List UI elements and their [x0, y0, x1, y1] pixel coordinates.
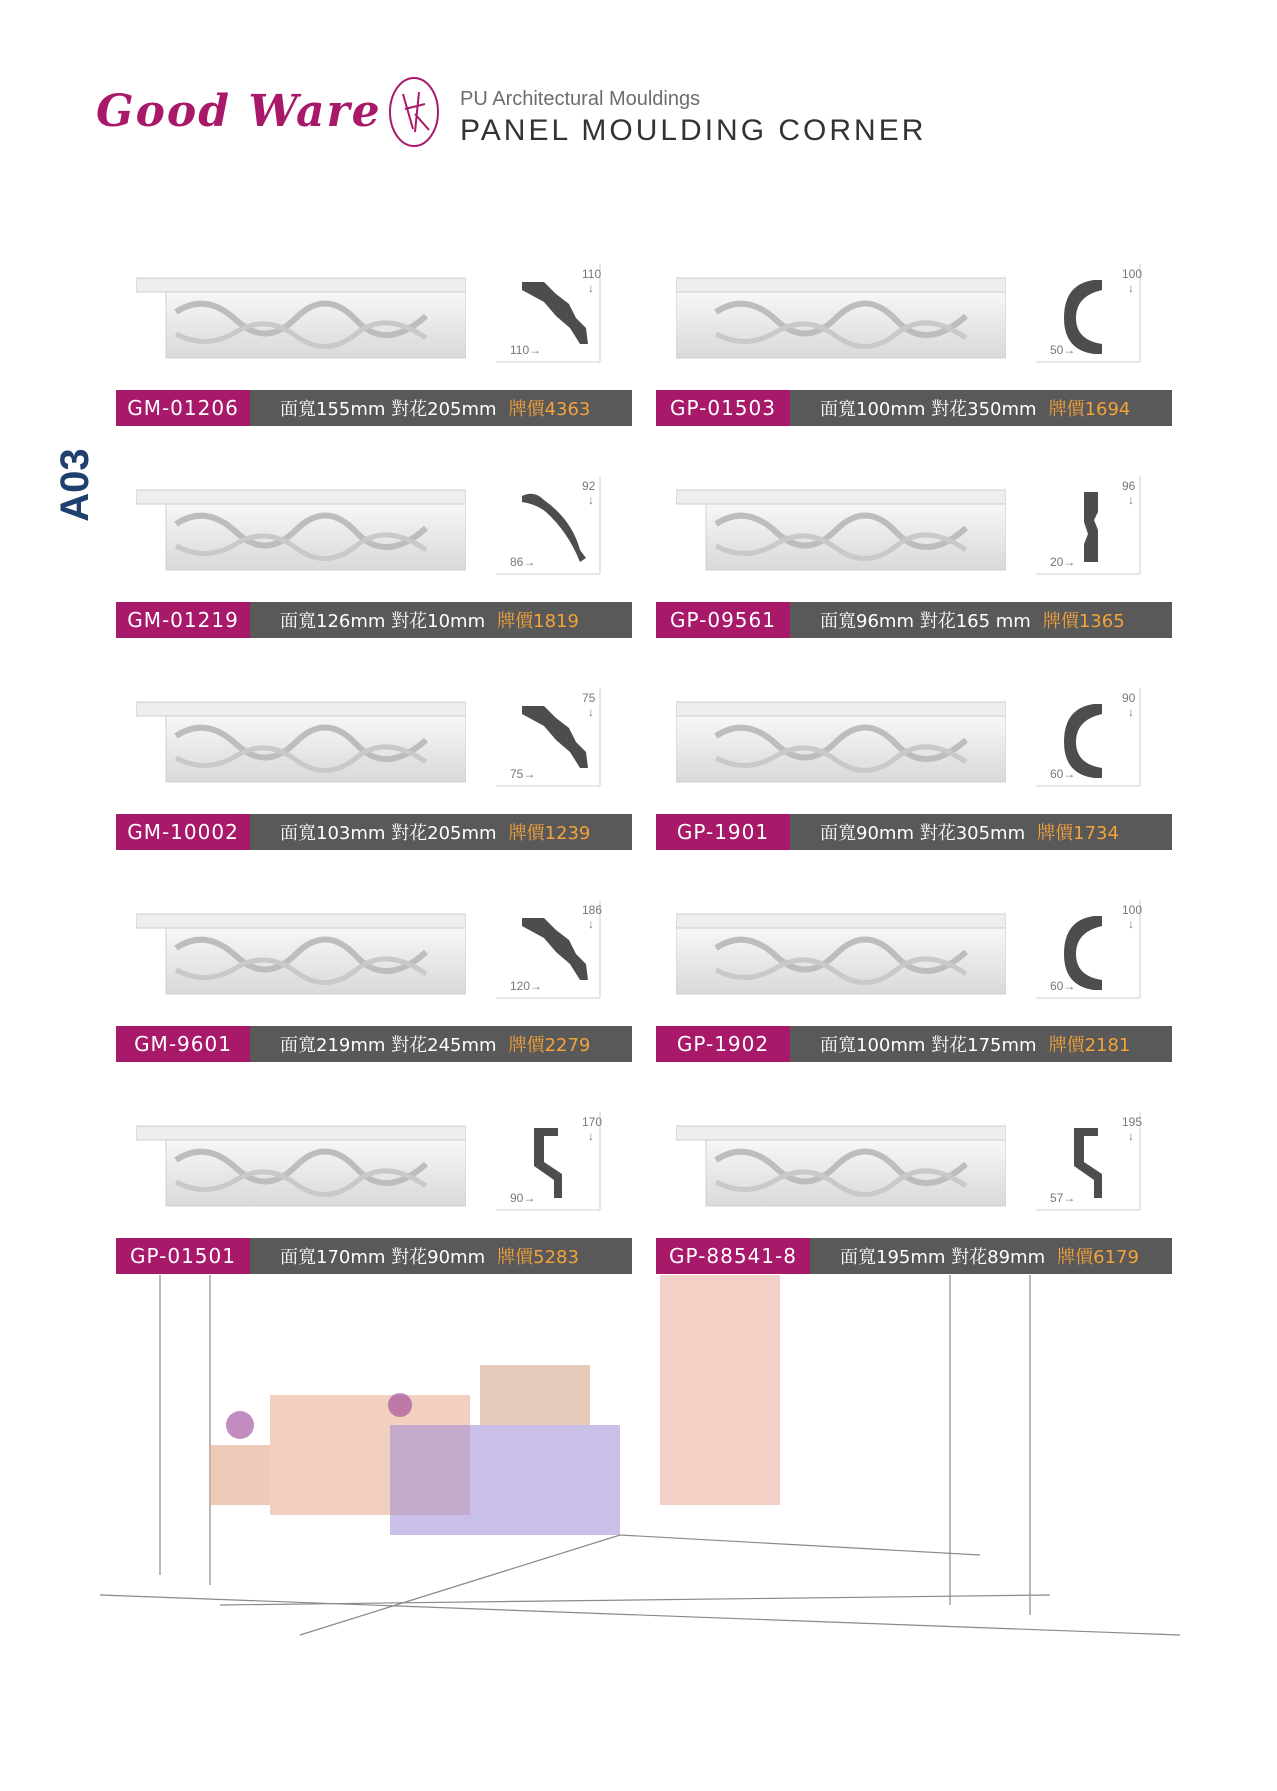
- product-card: [116, 267, 632, 467]
- product-price: 牌價2181: [1048, 1035, 1131, 1056]
- horizontal-dimension: 20→: [1050, 555, 1076, 569]
- product-spec: 面寬96mm 對花165 mm: [820, 611, 1031, 632]
- product-price: 牌價5283: [497, 1247, 579, 1268]
- product-label-bar: [116, 1026, 632, 1062]
- product-label-bar: [656, 1026, 1172, 1062]
- vertical-dimension: 96: [1122, 479, 1136, 493]
- product-code: GP-1901: [656, 814, 790, 850]
- vertical-dimension: 100: [1122, 267, 1143, 281]
- product-card: [116, 479, 632, 679]
- product-card: [656, 267, 1172, 467]
- profile-drawing: [1036, 262, 1156, 367]
- page-title: PANEL MOULDING CORNER: [460, 114, 927, 147]
- vertical-dimension: 195: [1122, 1115, 1143, 1129]
- moulding-photo: [136, 908, 466, 1003]
- profile-drawing: [1036, 686, 1156, 791]
- product-price: 牌價6179: [1057, 1247, 1139, 1268]
- moulding-photo: [676, 908, 1006, 1003]
- moulding-photo: [136, 696, 466, 791]
- product-label-bar: [656, 814, 1172, 850]
- moulding-photo: [676, 272, 1006, 367]
- product-label-bar: [116, 390, 632, 426]
- profile-drawing: [496, 474, 616, 579]
- vertical-dimension: 186: [582, 903, 603, 917]
- profile-drawing: [1036, 474, 1156, 579]
- product-card: [656, 691, 1172, 891]
- product-spec: 面寬90mm 對花305mm: [820, 823, 1026, 844]
- product-spec: 面寬155mm 對花205mm: [280, 399, 497, 420]
- product-card: [656, 903, 1172, 1103]
- moulding-photo: [676, 696, 1006, 791]
- product-code: GP-01503: [656, 390, 790, 426]
- product-spec: 面寬100mm 對花350mm: [820, 399, 1037, 420]
- product-label-bar: [656, 390, 1172, 426]
- product-price: 牌價4363: [508, 399, 591, 420]
- product-code: GM-01219: [116, 602, 250, 638]
- product-spec: 面寬170mm 對花90mm: [280, 1247, 486, 1268]
- product-price: 牌價1239: [508, 823, 591, 844]
- profile-drawing: [1036, 1110, 1156, 1215]
- product-code: GP-1902: [656, 1026, 790, 1062]
- product-code: GM-01206: [116, 390, 250, 426]
- profile-drawing: [496, 686, 616, 791]
- product-card: [116, 903, 632, 1103]
- brand-logo: Good Ware: [96, 86, 382, 137]
- product-spec: 面寬100mm 對花175mm: [820, 1035, 1037, 1056]
- product-code: GM-10002: [116, 814, 250, 850]
- product-price: 牌價1365: [1042, 611, 1125, 632]
- product-code: GP-01501: [116, 1238, 250, 1274]
- horizontal-dimension: 60→: [1050, 767, 1076, 781]
- product-label-bar: [116, 602, 632, 638]
- svg-text:↓: ↓: [588, 705, 594, 719]
- vertical-dimension: 92: [582, 479, 596, 493]
- vertical-dimension: 75: [582, 691, 596, 705]
- product-code: GM-9601: [116, 1026, 250, 1062]
- page-code: A03: [52, 448, 97, 522]
- product-card: [656, 479, 1172, 679]
- vertical-dimension: 90: [1122, 691, 1136, 705]
- product-label-bar: [116, 814, 632, 850]
- product-label-bar: [656, 1238, 1172, 1274]
- horizontal-dimension: 86→: [510, 555, 536, 569]
- svg-text:↓: ↓: [588, 493, 594, 507]
- profile-drawing: [496, 262, 616, 367]
- product-spec: 面寬103mm 對花205mm: [280, 823, 497, 844]
- horizontal-dimension: 57→: [1050, 1191, 1076, 1205]
- bedroom-sketch-illustration: [100, 1275, 1180, 1675]
- horizontal-dimension: 50→: [1050, 343, 1076, 357]
- product-card: [116, 691, 632, 891]
- svg-text:↓: ↓: [1128, 705, 1134, 719]
- catalog-subtitle: PU Architectural Mouldings: [460, 88, 701, 110]
- horizontal-dimension: 90→: [510, 1191, 536, 1205]
- moulding-photo: [136, 272, 466, 367]
- svg-text:↓: ↓: [588, 281, 594, 295]
- product-spec: 面寬195mm 對花89mm: [840, 1247, 1046, 1268]
- moulding-photo: [136, 1120, 466, 1215]
- svg-text:↓: ↓: [1128, 281, 1134, 295]
- product-code: GP-88541-8: [656, 1238, 810, 1274]
- vertical-dimension: 100: [1122, 903, 1143, 917]
- product-code: GP-09561: [656, 602, 790, 638]
- svg-text:↓: ↓: [588, 917, 594, 931]
- horizontal-dimension: 60→: [1050, 979, 1076, 993]
- svg-text:↓: ↓: [1128, 493, 1134, 507]
- svg-text:↓: ↓: [1128, 1129, 1134, 1143]
- product-price: 牌價1734: [1037, 823, 1119, 844]
- profile-drawing: [496, 898, 616, 1003]
- horizontal-dimension: 110→: [510, 343, 542, 357]
- horizontal-dimension: 75→: [510, 767, 536, 781]
- moulding-photo: [676, 1120, 1006, 1215]
- product-spec: 面寬126mm 對花10mm: [280, 611, 486, 632]
- monogram-logo-icon: [385, 74, 443, 150]
- svg-text:↓: ↓: [588, 1129, 594, 1143]
- profile-drawing: [496, 1110, 616, 1215]
- moulding-photo: [676, 484, 1006, 579]
- svg-text:↓: ↓: [1128, 917, 1134, 931]
- profile-drawing: [1036, 898, 1156, 1003]
- product-spec: 面寬219mm 對花245mm: [280, 1035, 497, 1056]
- vertical-dimension: 110: [582, 267, 602, 281]
- vertical-dimension: 170: [582, 1115, 603, 1129]
- horizontal-dimension: 120→: [510, 979, 543, 993]
- product-price: 牌價2279: [508, 1035, 591, 1056]
- product-label-bar: [656, 602, 1172, 638]
- product-price: 牌價1694: [1048, 399, 1131, 420]
- product-price: 牌價1819: [497, 611, 579, 632]
- product-label-bar: [116, 1238, 632, 1274]
- moulding-photo: [136, 484, 466, 579]
